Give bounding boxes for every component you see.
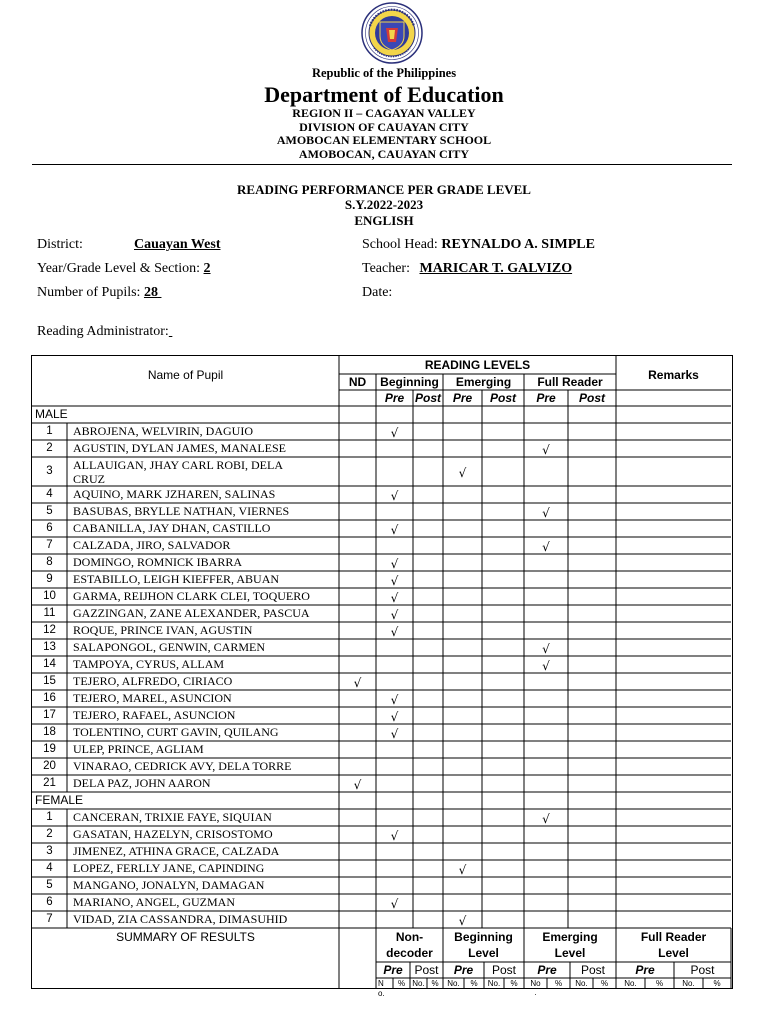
summary-no-cell: No. <box>487 979 501 988</box>
remarks-header: Remarks <box>648 368 699 382</box>
summary-no-cell: No. <box>412 979 425 988</box>
check-mark: √ <box>458 914 467 928</box>
check-mark: √ <box>390 829 399 843</box>
department-title: Department of Education <box>264 82 504 107</box>
female-section-label: FEMALE <box>35 793 84 807</box>
pupil-name: LOPEZ, FERLLY JANE, CAPINDING <box>73 861 265 875</box>
check-mark: √ <box>458 466 467 480</box>
row-number: 4 <box>46 862 53 874</box>
col-full-reader-header: Full Reader <box>537 375 603 389</box>
pupil-name <box>73 458 337 485</box>
reading-levels-table <box>31 355 733 998</box>
check-mark: √ <box>542 659 550 673</box>
summary-pre: Pre <box>383 963 403 977</box>
teacher-field <box>362 261 572 277</box>
pupil-name: VINARAO, CEDRICK AVY, DELA TORRE <box>73 759 292 773</box>
summary-full-reader-header: Full Reader <box>640 930 707 944</box>
division-line: DIVISION OF CAUAYAN CITY <box>299 120 469 134</box>
check-mark: √ <box>390 426 399 440</box>
school-name: AMOBOCAN ELEMENTARY SCHOOL <box>276 133 492 147</box>
row-number: 19 <box>43 743 56 755</box>
reading-levels-header: READING LEVELS <box>424 358 531 372</box>
row-number: 9 <box>46 573 53 585</box>
check-mark: √ <box>390 897 399 911</box>
summary-label: SUMMARY OF RESULTS <box>116 930 255 944</box>
post-subheader: Post <box>578 391 605 405</box>
check-mark: √ <box>542 540 550 554</box>
pupil-name: ABROJENA, WELVIRIN, DAGUIO <box>73 424 253 438</box>
check-mark: √ <box>542 812 550 826</box>
row-number: 17 <box>43 709 56 721</box>
district-field <box>37 237 221 253</box>
pupil-name-line2: CRUZ <box>73 472 106 486</box>
school-head-value: REYNALDO A. SIMPLE <box>441 237 595 252</box>
school-head-field <box>362 237 595 253</box>
row-number: 5 <box>46 879 53 891</box>
pupil-name: GASATAN, HAZELYN, CRISOSTOMO <box>73 827 273 841</box>
check-mark: √ <box>390 557 399 571</box>
pupils-field <box>37 285 161 301</box>
admin-field <box>37 324 172 340</box>
pre-subheader: Pre <box>536 391 556 405</box>
pupil-name: TEJERO, MAREL, ASUNCION <box>73 691 232 705</box>
check-mark: √ <box>353 676 362 690</box>
pupil-name: AQUINO, MARK JZHAREN, SALINAS <box>73 487 276 501</box>
summary-emerging-header: Emerging <box>542 930 598 944</box>
school-head-label: School Head: <box>362 237 438 252</box>
check-mark: √ <box>390 693 399 707</box>
summary-beginning-header: Beginning <box>454 930 513 944</box>
district-value: Cauayan West <box>134 237 221 252</box>
row-number: 21 <box>43 777 56 789</box>
check-mark: √ <box>390 591 399 605</box>
row-number: 13 <box>43 641 56 653</box>
row-number: 1 <box>46 811 53 823</box>
pupil-name: TEJERO, ALFREDO, CIRIACO <box>73 674 233 688</box>
check-mark: √ <box>390 489 399 503</box>
check-mark: √ <box>390 608 399 622</box>
school-address: AMOBOCAN, CAUAYAN CITY <box>298 147 470 161</box>
check-mark: √ <box>458 863 467 877</box>
pre-subheader: Pre <box>384 391 405 405</box>
pupil-name: CALZADA, JIRO, SALVADOR <box>73 538 231 552</box>
summary-pct-cell: % <box>600 979 609 988</box>
post-subheader: Post <box>414 391 441 405</box>
check-mark: √ <box>542 443 550 457</box>
pupil-name: GAZZINGAN, ZANE ALEXANDER, PASCUA <box>73 606 310 620</box>
pupil-name: BASUBAS, BRYLLE NATHAN, VIERNES <box>73 504 290 518</box>
row-number: 18 <box>43 726 56 738</box>
check-mark: √ <box>390 710 399 724</box>
summary-no-cell: No. <box>624 979 637 988</box>
summary-full-reader-header-line2: Level <box>658 946 689 960</box>
row-number: 6 <box>46 522 53 534</box>
summary-no-cell: No. <box>575 979 588 988</box>
summary-pct-cell: % <box>470 979 478 988</box>
pupil-name: JIMENEZ, ATHINA GRACE, CALZADA <box>73 844 280 858</box>
region-line: REGION II – CAGAYAN VALLEY <box>292 106 476 120</box>
summary-no-cell: No. <box>682 979 695 988</box>
header-divider <box>32 164 732 165</box>
check-mark: √ <box>390 523 399 537</box>
row-number: 15 <box>43 675 56 687</box>
pupil-name: ESTABILLO, LEIGH KIEFFER, ABUAN <box>73 572 280 586</box>
post-subheader: Post <box>489 391 516 405</box>
summary-pct-cell: % <box>397 979 406 988</box>
pupil-name: TEJERO, RAFAEL, ASUNCION <box>73 708 236 722</box>
school-year: S.Y.2022-2023 <box>344 197 424 212</box>
summary-emerging-header-line2: Level <box>554 946 586 960</box>
pupil-name: MANGANO, JONALYN, DAMAGAN <box>73 878 265 892</box>
grade-label: Year/Grade Level & Section: <box>37 261 201 276</box>
summary-pre: Pre <box>537 963 557 977</box>
pre-subheader: Pre <box>452 391 473 405</box>
summary-pct-cell: % <box>713 979 721 988</box>
pupil-name: DELA PAZ, JOHN AARON <box>73 776 211 790</box>
pupil-name: ROQUE, PRINCE IVAN, AGUSTIN <box>73 623 253 637</box>
teacher-label: Teacher: <box>362 261 410 276</box>
pupil-name: SALAPONGOL, GENWIN, CARMEN <box>73 640 265 654</box>
summary-post: Post <box>690 963 715 977</box>
grade-value: 2 <box>203 261 211 276</box>
row-number: 12 <box>43 624 56 636</box>
summary-pct-cell: % <box>431 979 439 988</box>
summary-pct-cell: % <box>655 979 664 988</box>
summary-pre: Pre <box>453 963 474 977</box>
row-number: 3 <box>46 845 53 857</box>
summary-nondecoder-header: Non- <box>395 930 424 944</box>
check-mark: √ <box>353 778 362 792</box>
summary-pct-cell: % <box>510 979 518 988</box>
summary-pct-cell: % <box>554 979 563 988</box>
col-emerging-header: Emerging <box>455 375 512 389</box>
summary-beginning-header-line2: Level <box>468 946 499 960</box>
row-number: 14 <box>43 658 56 670</box>
col-nd-header: ND <box>348 375 367 389</box>
pupil-name: AGUSTIN, DYLAN JAMES, MANALESE <box>73 441 286 455</box>
check-mark: √ <box>390 727 399 741</box>
admin-label: Reading Administrator: <box>37 324 169 339</box>
row-number: 2 <box>46 442 53 454</box>
date-field <box>362 285 392 301</box>
teacher-value: MARICAR T. GALVIZO <box>419 261 573 276</box>
name-of-pupil-header: Name of Pupil <box>147 368 224 382</box>
check-mark: √ <box>390 625 399 639</box>
row-number: 1 <box>46 425 53 437</box>
check-mark: √ <box>542 642 550 656</box>
pupil-name: DOMINGO, ROMNICK IBARRA <box>73 555 243 569</box>
row-number: 2 <box>46 828 53 840</box>
summary-pre: Pre <box>635 963 655 977</box>
summary-post: Post <box>580 963 605 977</box>
summary-nondecoder-header-line2: decoder <box>386 946 433 960</box>
pupil-name: CANCERAN, TRIXIE FAYE, SIQUIAN <box>73 810 272 824</box>
subject: ENGLISH <box>354 213 414 228</box>
pupil-name: MARIANO, ANGEL, GUZMAN <box>73 895 235 909</box>
row-number: 20 <box>43 760 56 772</box>
row-number: 4 <box>46 488 53 500</box>
summary-post: Post <box>414 963 439 977</box>
row-number: 7 <box>46 913 53 925</box>
pupil-name: ULEP, PRINCE, AGLIAM <box>73 742 204 756</box>
summary-no-cell: No <box>530 979 541 988</box>
row-number: 7 <box>46 539 53 551</box>
pupils-label: Number of Pupils: <box>37 285 141 300</box>
row-number: 16 <box>43 692 56 704</box>
date-label: Date: <box>362 285 393 300</box>
row-number: 3 <box>46 465 53 477</box>
row-number: 8 <box>46 556 53 568</box>
pupil-name: CABANILLA, JAY DHAN, CASTILLO <box>73 521 271 535</box>
summary-no-cell: N <box>378 979 384 988</box>
check-mark: √ <box>390 574 399 588</box>
row-number: 6 <box>46 896 53 908</box>
summary-post: Post <box>491 963 516 977</box>
republic-line: Republic of the Philippines <box>311 66 457 80</box>
row-number: 5 <box>46 505 53 517</box>
row-number: 10 <box>43 590 56 602</box>
pupil-name: VIDAD, ZIA CASSANDRA, DIMASUHID <box>73 912 288 926</box>
row-number: 11 <box>43 607 56 619</box>
report-title: READING PERFORMANCE PER GRADE LEVEL <box>237 182 531 197</box>
summary-no-cell: No. <box>447 979 460 988</box>
pupils-value: 28 <box>143 285 158 300</box>
grade-field <box>37 261 211 277</box>
pupil-name: GARMA, REIJHON CLARK CLEI, TOQUERO <box>73 589 310 603</box>
check-mark: √ <box>542 506 550 520</box>
district-label: District: <box>37 237 83 252</box>
pupil-name: TAMPOYA, CYRUS, ALLAM <box>73 657 225 671</box>
pupil-name-line1: ALLAUIGAN, JHAY CARL ROBI, DELA <box>73 458 283 472</box>
pupil-name: TOLENTINO, CURT GAVIN, QUILANG <box>73 725 279 739</box>
summary-no-cell-dot: . <box>534 988 537 997</box>
col-beginning-header: Beginning <box>380 375 439 389</box>
deped-seal-logo <box>356 2 428 64</box>
male-section-label: MALE <box>35 407 68 421</box>
summary-no-cell-line2: o. <box>378 989 385 998</box>
